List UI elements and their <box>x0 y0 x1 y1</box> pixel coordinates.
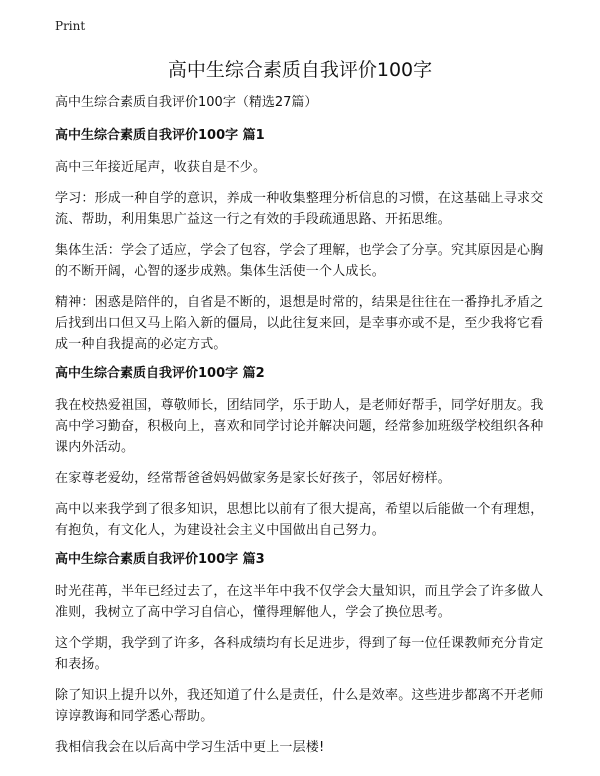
section-1 <box>55 127 555 355</box>
paragraph: 我相信我会在以后高中学习生活中更上一层楼! <box>55 740 325 755</box>
section-heading: 高中生综合素质自我评价100字 篇1 <box>55 128 265 143</box>
section-2 <box>55 365 555 541</box>
paragraph: 高中三年接近尾声，收获自是不少。 <box>55 160 267 175</box>
document-title: 高中生综合素质自我评价100字 <box>167 59 433 81</box>
section-heading: 高中生综合素质自我评价100字 篇3 <box>55 552 265 567</box>
section-heading: 高中生综合素质自我评价100字 篇2 <box>55 366 265 381</box>
document-body <box>55 94 555 768</box>
paragraph: 除了知识上提升以外，我还知道了什么是责任，什么是效率。这些进步都离不开老师谆谆教诲和同学悉心帮助。 <box>55 688 544 724</box>
section-3 <box>55 551 555 758</box>
paragraph: 学习：形成一种自学的意识，养成一种收集整理分析信息的习惯，在这基础上寻求交流、帮助，利用集思广益这一行之有效的手段疏通思路、开拓思维。 <box>55 191 544 227</box>
paragraph: 这个学期，我学到了许多，各科成绩均有长足进步，得到了每一位任课教师充分肯定和表扬。 <box>55 636 544 672</box>
paragraph: 高中以来我学到了很多知识，思想比以前有了很大提高，希望以后能做一个有理想，有抱负，有文化人，为建设社会主义中国做出自己努力。 <box>55 502 544 538</box>
paragraph: 时光荏苒，半年已经过去了，在这半年中我不仅学会大量知识，而且学会了许多做人准则，我树立了高中学习自信心，懂得理解他人，学会了换位思考。 <box>55 584 544 620</box>
print-label[interactable]: Print <box>55 19 86 33</box>
paragraph: 精神：困惑是陪伴的，自省是不断的，退想是时常的，结果是往往在一番挣扎矛盾之后找到出口但又马上陷入新的僵局，以此往复来回，是幸事亦或不是，至少我将它看成一种自我提高的必定方式。 <box>55 295 544 352</box>
paragraph: 在家尊老爱幼，经常帮爸爸妈妈做家务是家长好孩子，邻居好榜样。 <box>55 471 452 486</box>
paragraph: 集体生活：学会了适应，学会了包容，学会了理解，也学会了分享。究其原因是心胸的不断开阔，心智的逐步成熟。集体生活使一个人成长。 <box>55 243 544 279</box>
document-subtitle: 高中生综合素质自我评价100字（精选27篇） <box>55 95 318 110</box>
paragraph: 我在校热爱祖国，尊敬师长，团结同学，乐于助人，是老师好帮手，同学好朋友。我高中学习勤奋，积极向上，喜欢和同学讨论并解决问题，经常参加班级学校组织各种课内外活动。 <box>55 398 544 455</box>
